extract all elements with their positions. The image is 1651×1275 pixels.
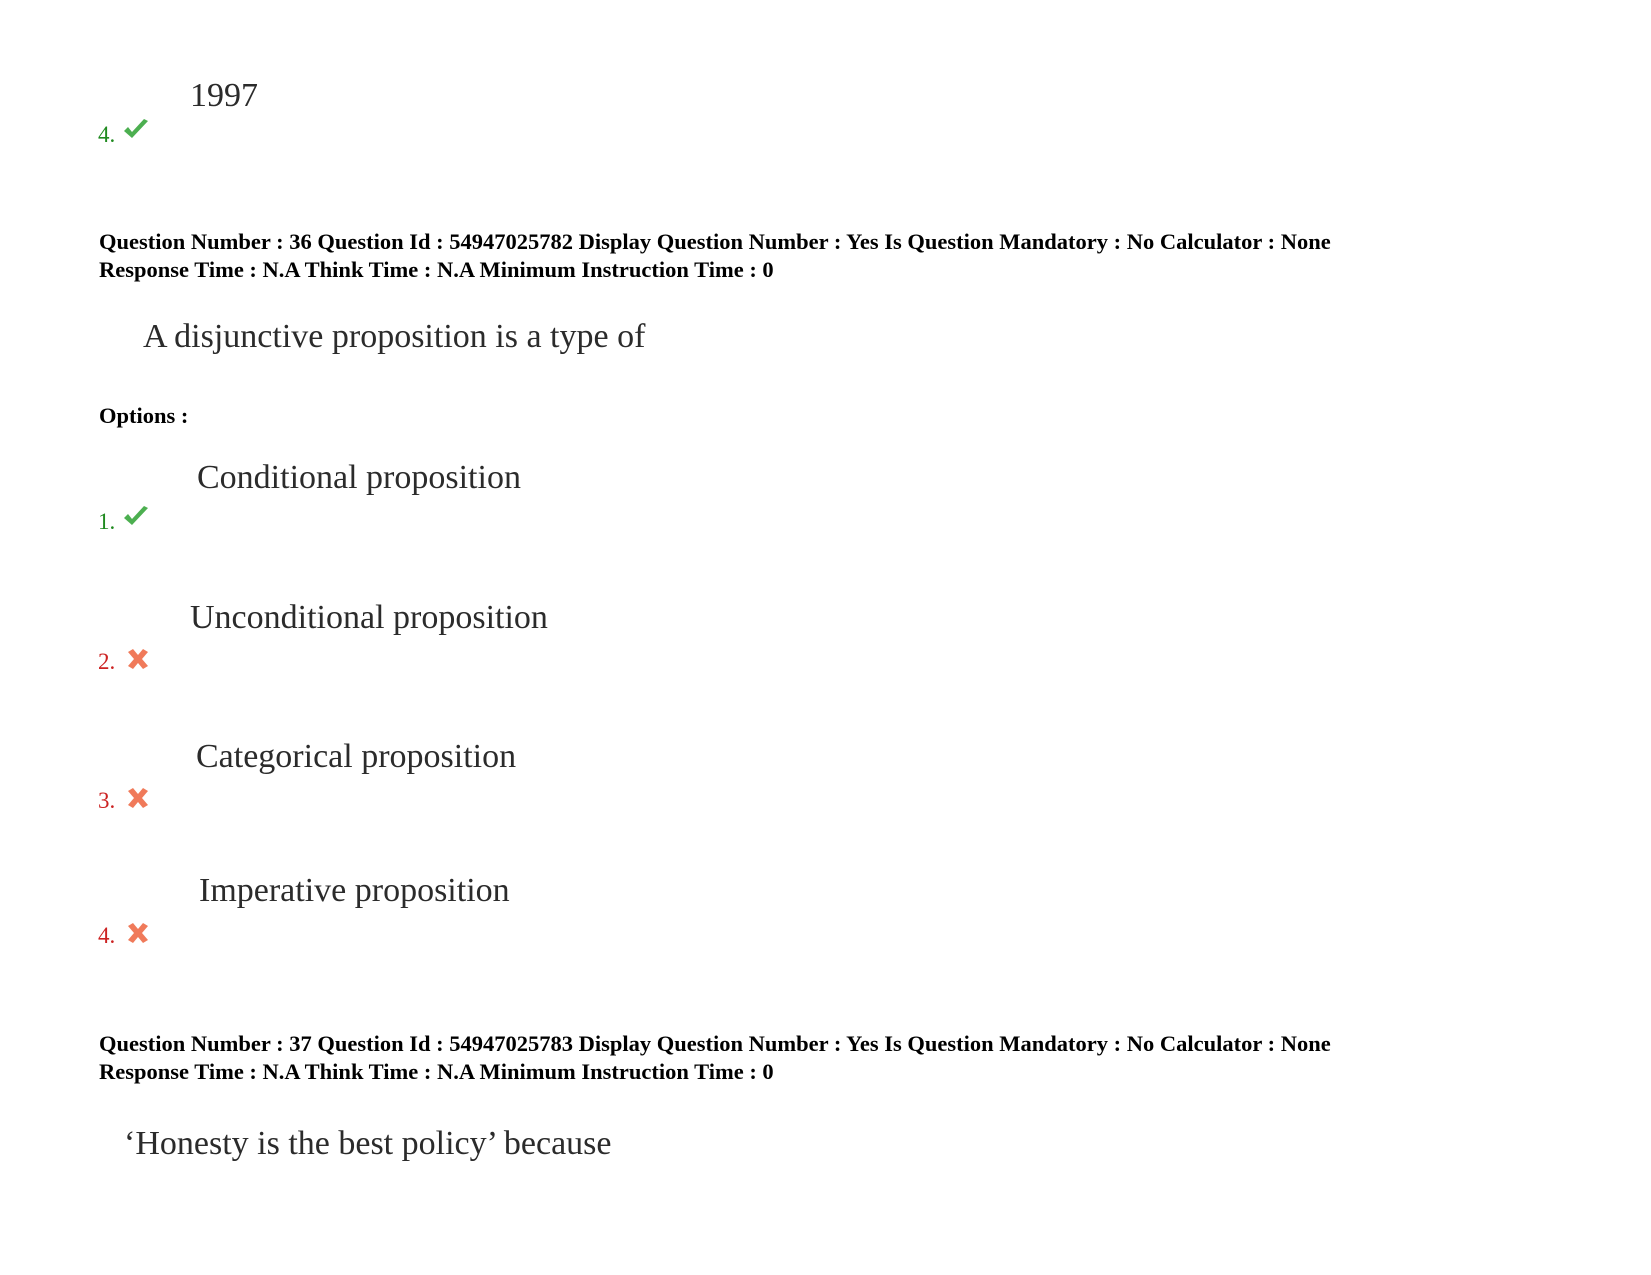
prev-option-4-text: 1997 <box>190 77 258 114</box>
prev-option-4-number: 4. <box>98 122 116 147</box>
option-4-number: 4. <box>98 923 116 948</box>
question-36-meta-line1: Question Number : 36 Question Id : 54947025782 Display Question Number : Yes Is Question Mandatory : No Calculator : None <box>99 229 1331 254</box>
question-36-meta <box>99 228 1331 284</box>
question-36-text: A disjunctive proposition is a type of <box>143 318 646 355</box>
option-1-text: Conditional proposition <box>197 459 521 496</box>
option-2-text: Unconditional proposition <box>190 599 548 636</box>
option-1-number: 1. <box>98 509 116 534</box>
question-37-meta <box>99 1030 1331 1086</box>
question-37-meta-line2: Response Time : N.A Think Time : N.A Minimum Instruction Time : 0 <box>99 1059 774 1084</box>
option-2-number: 2. <box>98 649 116 674</box>
cross-icon <box>124 921 152 945</box>
check-icon <box>122 505 150 529</box>
question-37-text: ‘Honesty is the best policy’ because <box>124 1125 612 1162</box>
cross-icon <box>124 647 152 671</box>
check-icon <box>122 118 150 142</box>
option-3-number: 3. <box>98 788 116 813</box>
options-label: Options : <box>99 403 189 428</box>
option-4-text: Imperative proposition <box>199 872 510 909</box>
option-3-text: Categorical proposition <box>196 738 517 775</box>
question-37-meta-line1: Question Number : 37 Question Id : 54947025783 Display Question Number : Yes Is Question Mandatory : No Calculator : None <box>99 1031 1331 1056</box>
cross-icon <box>124 786 152 810</box>
question-36-meta-line2: Response Time : N.A Think Time : N.A Minimum Instruction Time : 0 <box>99 257 774 282</box>
